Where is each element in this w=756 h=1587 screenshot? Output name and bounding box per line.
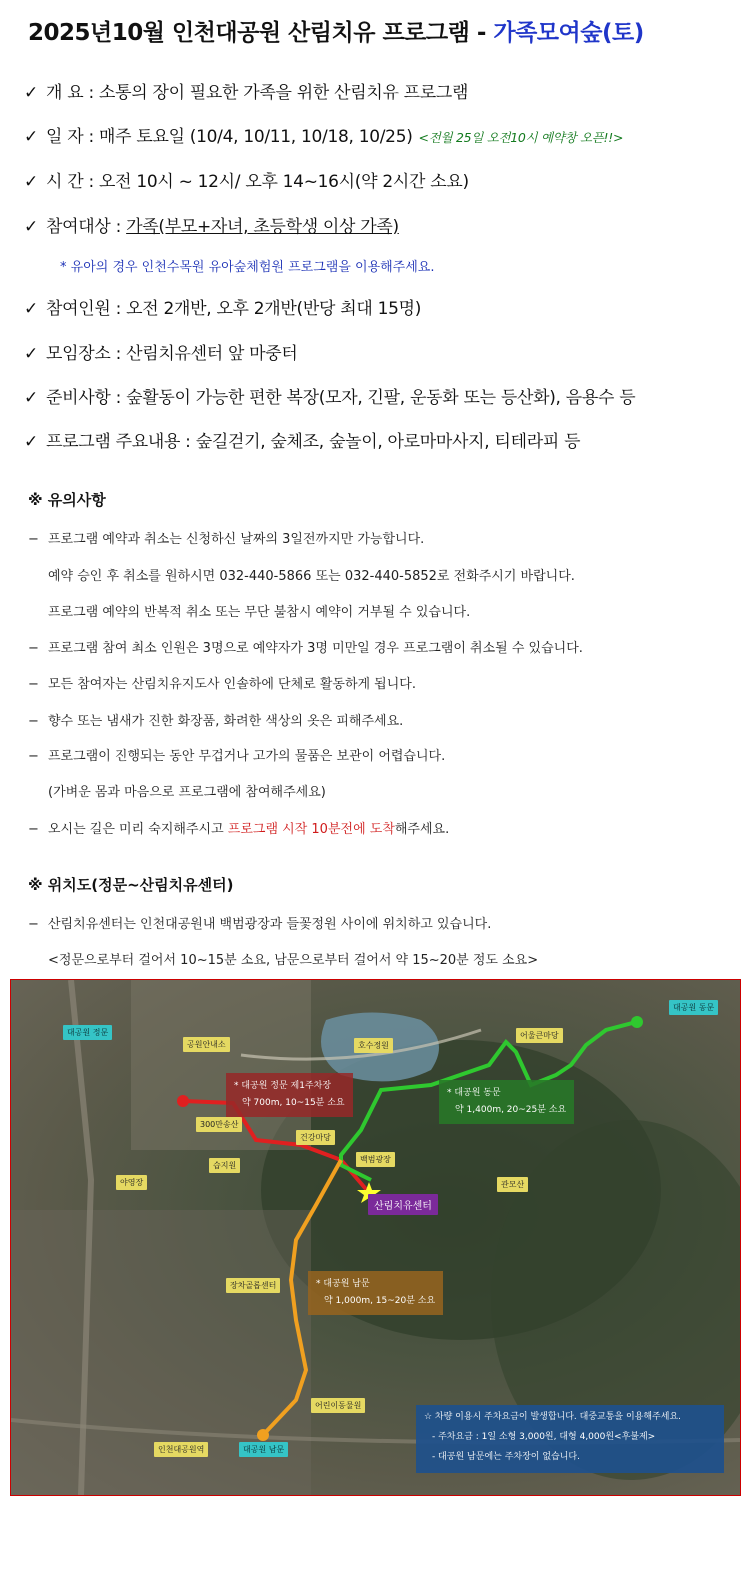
- callout-south-gate: [308, 1271, 443, 1315]
- schedule-text: 일 자 : 매주 토요일 (10/4, 10/11, 10/18, 10/25): [46, 127, 413, 147]
- location-line-2: <정문으로부터 걸어서 10~15분 소요, 남문으로부터 걸어서 약 15~20분 정도 소요>: [48, 953, 539, 968]
- time-text: 시 간 : 오전 10시 ~ 12시/ 오후 14~16시(약 2시간 소요): [46, 172, 469, 192]
- info-capacity: [24, 294, 421, 319]
- callout-east-gate: [439, 1080, 574, 1124]
- callout-east-detail: 약 1,400m, 20~25분 소요: [455, 1105, 567, 1115]
- info-schedule: [24, 122, 623, 147]
- info-overview: [24, 78, 468, 103]
- label-kids-zoo: 어린이동물원: [311, 1398, 365, 1413]
- label-camping: 야영장: [116, 1175, 147, 1190]
- dash-icon: −: [28, 714, 39, 729]
- callout-east-title: * 대공원 동문: [447, 1088, 501, 1098]
- label-info-center: 공원안내소: [183, 1037, 230, 1052]
- target-value: 가족(부모+자녀, 초등학생 이상 가족): [126, 217, 399, 237]
- notice-text-9b: 해주세요.: [394, 822, 450, 837]
- label-gwanmosan: 관모산: [497, 1177, 528, 1192]
- parking-info-2: - 주차요금 : 1일 소형 3,000원, 대형 4,000원<후불제>: [432, 1432, 656, 1442]
- location-line-1: [28, 913, 491, 932]
- check-icon: ✓: [24, 127, 38, 147]
- meeting-text: 모임장소 : 산림치유센터 앞 마중터: [46, 344, 298, 364]
- parking-info-1: ☆ 차량 이용시 주차요금이 발생합니다. 대중교통을 이용해주세요.: [424, 1412, 682, 1422]
- notice-text-5: 모든 참여자는 산림치유지도사 인솔하에 단체로 활동하게 됩니다.: [48, 677, 416, 692]
- title-main: 2025년10월 인천대공원 산림치유 프로그램 -: [28, 20, 494, 46]
- dash-icon: −: [28, 822, 39, 837]
- notice-line-7: [28, 745, 445, 764]
- label-baekbeom: 백범광장: [356, 1152, 395, 1167]
- notice-text-6: 향수 또는 냄새가 진한 화장품, 화려한 색상의 옷은 피해주세요.: [48, 714, 404, 729]
- callout-main-detail: 약 700m, 10~15분 소요: [242, 1098, 345, 1108]
- callout-main-title: * 대공원 정문 제1주차장: [234, 1081, 332, 1091]
- check-icon: ✓: [24, 172, 38, 192]
- overview-text: 개 요 : 소통의 장이 필요한 가족을 위한 산림치유 프로그램: [46, 83, 469, 103]
- notice-line-4: [28, 637, 583, 656]
- east-gate-marker: [631, 1016, 643, 1028]
- location-text-1: 산림치유센터는 인천대공원내 백범광장과 들꽃정원 사이에 위치하고 있습니다.: [48, 917, 492, 932]
- notice-heading: ※ 유의사항: [28, 491, 106, 509]
- notice-text-1: 프로그램 예약과 취소는 신청하신 날짜의 3일전까지만 가능합니다.: [48, 532, 425, 547]
- dash-icon: −: [28, 532, 39, 547]
- notice-text-9a: 오시는 길은 미리 숙지해주시고: [48, 822, 228, 837]
- callout-south-title: * 대공원 남문: [316, 1279, 370, 1289]
- notice-line-6: [28, 710, 403, 729]
- callout-south-detail: 약 1,000m, 15~20분 소요: [324, 1296, 436, 1306]
- info-content: [24, 427, 580, 452]
- label-lake-garden: 호수정원: [354, 1038, 393, 1053]
- check-icon: ✓: [24, 388, 38, 408]
- notice-line-5: [28, 673, 416, 692]
- label-incheon-station: 인천대공원역: [154, 1442, 208, 1457]
- target-note: * 유아의 경우 인천수목원 유아숲체험원 프로그램을 이용해주세요.: [60, 260, 435, 275]
- label-healthy-yard: 건강마당: [296, 1130, 335, 1145]
- check-icon: ✓: [24, 217, 38, 237]
- label-south-gate: 대공원 남문: [239, 1442, 288, 1457]
- notice-text-9-highlight: 프로그램 시작 10분전에 도착: [227, 822, 395, 837]
- info-time: [24, 167, 469, 192]
- label-healing-center: 산림치유센터: [368, 1194, 438, 1215]
- label-sports: 300만송산: [196, 1117, 242, 1132]
- notice-line-3: 프로그램 예약의 반복적 취소 또는 무단 불참시 예약이 거부될 수 있습니다.: [48, 605, 471, 620]
- capacity-text: 참여인원 : 오전 2개반, 오후 2개반(반당 최대 15명): [46, 299, 422, 319]
- dash-icon: −: [28, 917, 39, 932]
- schedule-note: <전월 25일 오전10시 예약창 오픈!!>: [418, 130, 624, 145]
- notice-text-4: 프로그램 참여 최소 인원은 3명으로 예약자가 3명 미만일 경우 프로그램이 취소될 수 있습니다.: [48, 641, 583, 656]
- notice-line-9: [28, 818, 449, 837]
- page-title: [28, 14, 644, 47]
- notice-text-7: 프로그램이 진행되는 동안 무겁거나 고가의 물품은 보관이 어렵습니다.: [48, 749, 446, 764]
- content-text: 프로그램 주요내용 : 숲길걷기, 숲체조, 숲놀이, 아로마마사지, 티테라피 등: [46, 432, 581, 452]
- notice-line-2: 예약 승인 후 취소를 원하시면 032-440-5866 또는 032-440-5852로 전화주시기 바랍니다.: [48, 569, 575, 584]
- south-gate-marker: [257, 1429, 269, 1441]
- info-target: [24, 212, 399, 237]
- check-icon: ✓: [24, 432, 38, 452]
- dash-icon: −: [28, 677, 39, 692]
- dash-icon: −: [28, 641, 39, 656]
- notice-line-1: [28, 528, 424, 547]
- prepare-text: 준비사항 : 숲활동이 가능한 편한 복장(모자, 긴팔, 운동화 또는 등산화), 음용수 등: [46, 388, 636, 408]
- parking-info-box: [416, 1405, 724, 1473]
- title-accent: 가족모여숲(토): [493, 20, 644, 46]
- notice-line-8: (가벼운 몸과 마음으로 프로그램에 참여해주세요): [48, 785, 326, 800]
- location-heading: ※ 위치도(정문~산림치유센터): [28, 876, 234, 894]
- label-children-garden: 어울큰마당: [516, 1028, 563, 1043]
- label-wetland: 습지원: [209, 1158, 240, 1173]
- info-prepare: [24, 383, 635, 408]
- callout-main-gate: [226, 1073, 353, 1117]
- label-main-gate: 대공원 정문: [63, 1025, 112, 1040]
- location-map: [10, 979, 741, 1496]
- main-gate-marker: [177, 1095, 189, 1107]
- check-icon: ✓: [24, 83, 38, 103]
- check-icon: ✓: [24, 299, 38, 319]
- label-vehicle-center: 장차골롭센터: [226, 1278, 280, 1293]
- check-icon: ✓: [24, 344, 38, 364]
- label-east-gate: 대공원 동문: [669, 1000, 718, 1015]
- parking-info-3: - 대공원 남문에는 주차장이 없습니다.: [432, 1452, 580, 1462]
- info-meeting: [24, 339, 298, 364]
- target-label: 참여대상 :: [46, 217, 127, 237]
- dash-icon: −: [28, 749, 39, 764]
